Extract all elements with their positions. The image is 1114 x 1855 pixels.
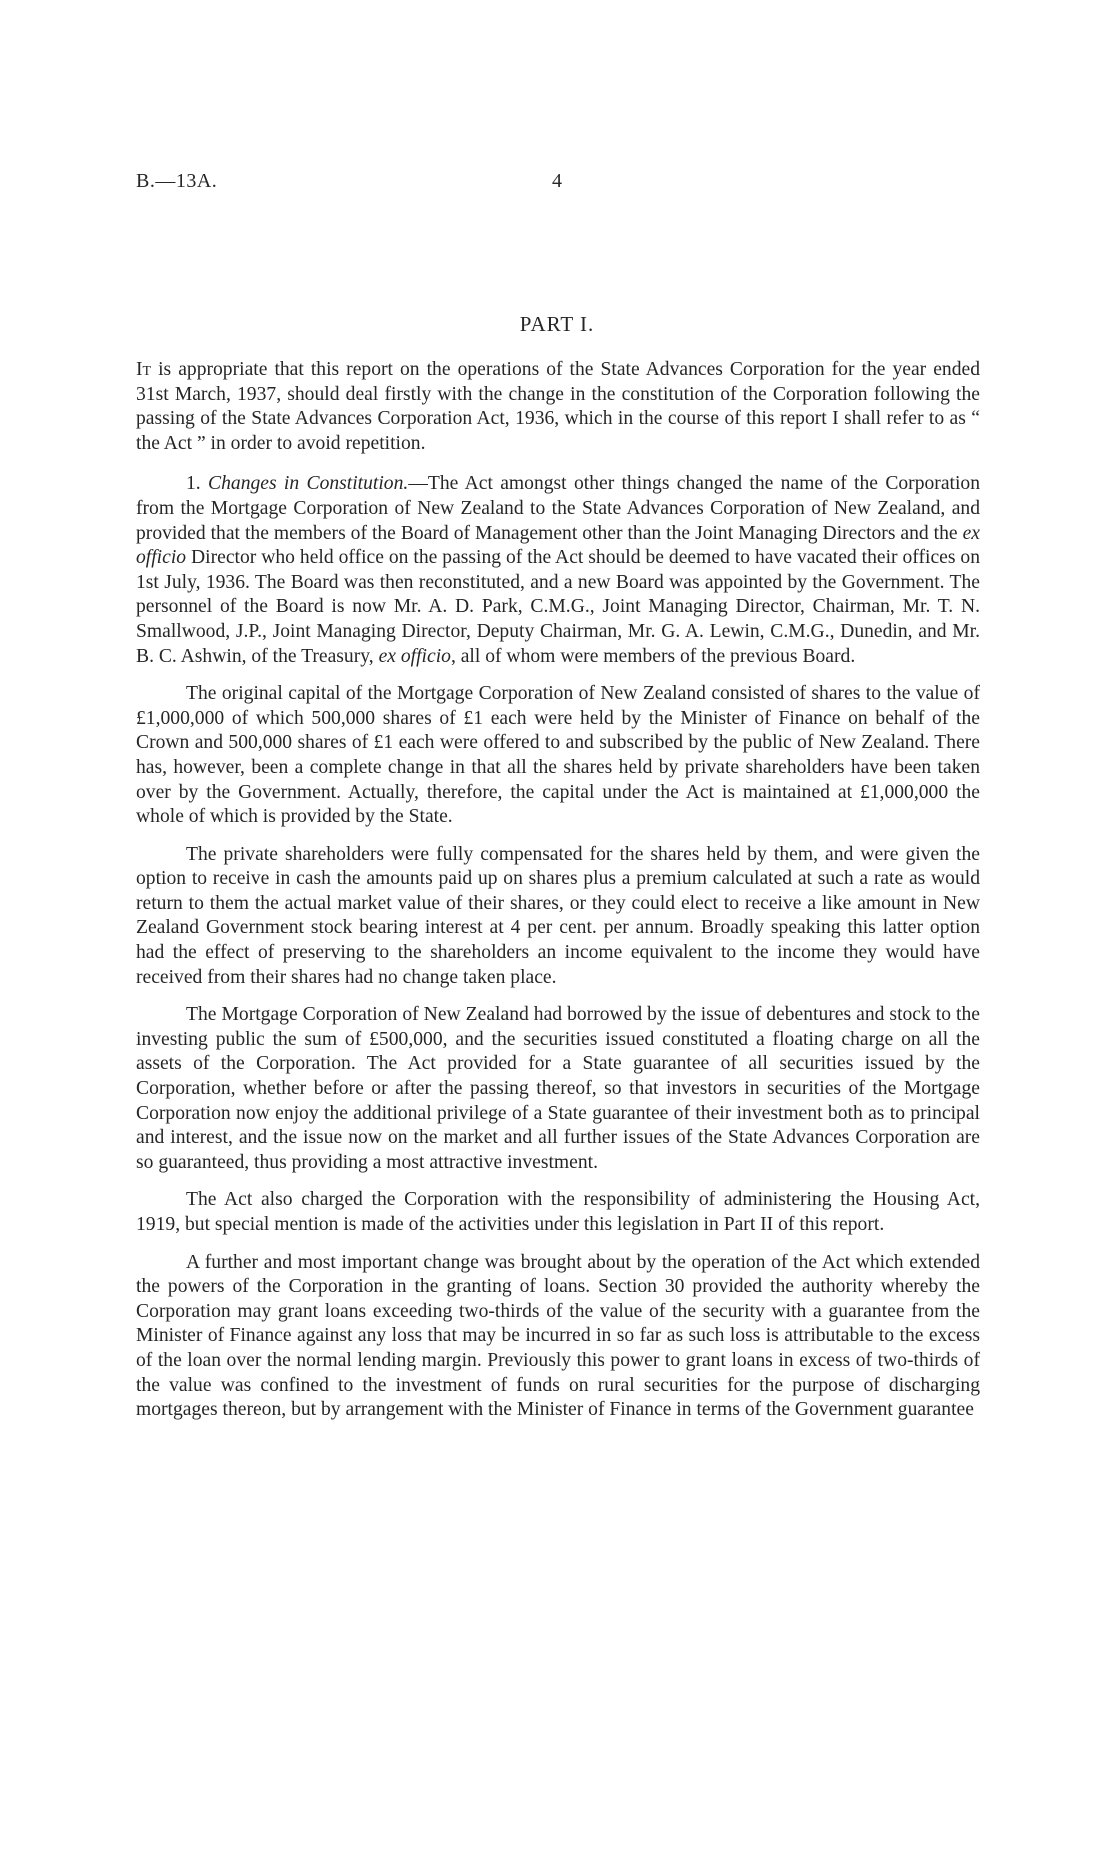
section-text-a: —The Act amongst other things changed the name of the Corporation from the Mortgage Corporation of New Zealand to the State Advances Corporation of New Zealand, and provided that the members of the Board of Management other than the Joint Managing Directors and the xyxy=(136,473,981,544)
intro-paragraph xyxy=(136,358,980,456)
page-number: 4 xyxy=(552,170,562,192)
paragraph-housing-act: The Act also charged the Corporation with the responsibility of administering the Housing Act, 1919, but special mention is made of the activities under this legislation in Part II of this report. xyxy=(136,1189,980,1235)
intro-text: is appropriate that this report on the operations of the State Advances Corporation for the year ended 31st March, 1937, should deal firstly with the change in the constitution of the Corporation following the passing of the State Advances Corporation Act, 1936, which in the course of this report I shall refer to as “ the Act ” in order to avoid repetition. xyxy=(136,359,980,454)
body-text xyxy=(136,358,980,1436)
section-text-c: , all of whom were members of the previous Board. xyxy=(450,645,856,667)
paragraph-loan-powers: A further and most important change was brought about by the operation of the Act which extended the powers of the Corporation in the granting of loans. Section 30 provided the authority whereby the Corporation may grant loans exceeding two-thirds of the value of the security with a guarantee from the Minister of Finance against any loss that may be incurred in so far as such loss is attributable to the excess of the loan over the normal lending margin. Previously this power to grant loans in excess of two-thirds of the value was confined to the investment of funds on rural securities for the purpose of discharging mortgages thereon, but by arrangement with the Minister of Finance in terms of the Government guarantee xyxy=(136,1251,980,1421)
part-heading: PART I. xyxy=(519,312,595,336)
section-text-b: Director who held office on the passing of the Act should be deemed to have vacated their offices on 1st July, 1936. The Board was then reconstituted, and a new Board was appointed by the Government. The personnel of the Board is now Mr. A. D. Park, C.M.G., Joint Managing Director, Chairman, Mr. T. N. Smallwood, J.P., Joint Managing Director, Deputy Chairman, Mr. G. A. Lewin, C.M.G., Dunedin, and Mr. B. C. Ashwin, of the Treasury, xyxy=(136,547,980,667)
intro-lead-word: It xyxy=(136,359,152,380)
ex-officio-term: ex officio xyxy=(378,645,451,667)
paragraph-debentures: The Mortgage Corporation of New Zealand had borrowed by the issue of debentures and stock to the investing public the sum of £500,000, and the securities issued constituted a floating charge on all the assets of the Corporation. The Act provided for a State guarantee of all securities issued by the Corporation, whether before or after the passing thereof, so that investors in securities of the Mortgage Corporation now enjoy the additional privilege of a State guarantee of their investment both as to principal and interest, and the issue now on the market and all further issues of the State Advances Corporation are so guaranteed, thus providing a most attractive investment. xyxy=(136,1004,980,1173)
section-number: 1. xyxy=(186,473,209,495)
section-1-paragraph xyxy=(136,472,980,669)
ex-officio-term: ex officio xyxy=(136,522,980,569)
paragraph-capital: The original capital of the Mortgage Corporation of New Zealand consisted of shares to the value of £1,000,000 of which 500,000 shares of £1 each were held by the Minister of Finance on behalf of the Crown and 500,000 shares of £1 each were offered to and subscribed by the public of New Zealand. There has, however, been a complete change in that all the shares held by private shareholders have been taken over by the Government. Actually, therefore, the capital under the Act is maintained at £1,000,000 the whole of which is provided by the State. xyxy=(136,683,980,828)
section-title: Changes in Constitution. xyxy=(208,473,409,495)
series-code: B.—13A. xyxy=(136,170,218,192)
paragraph-shareholders: The private shareholders were fully compensated for the shares held by them, and were given the option to receive in cash the amounts paid up on shares plus a premium calculated at such a rate as would return to them the actual market value of their shares, or they could elect to receive a like amount in New Zealand Government stock bearing interest at 4 per cent. per annum. Broadly speaking this latter option had the effect of preserving to the shareholders an income equivalent to the income they would have received from their shares had no change taken place. xyxy=(136,843,980,988)
